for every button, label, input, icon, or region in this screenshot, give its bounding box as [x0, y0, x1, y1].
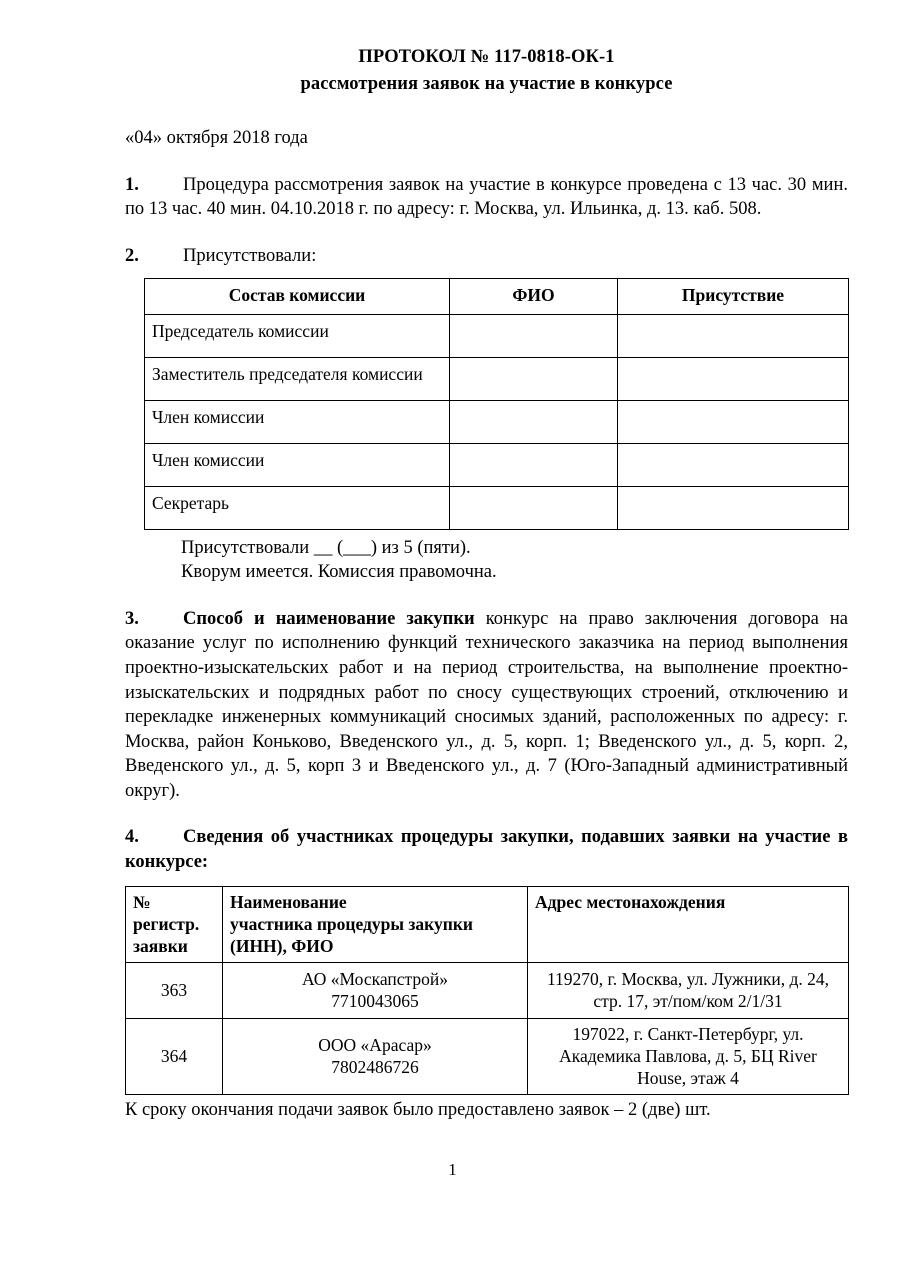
- participants-header-name-line-1: Наименование: [230, 891, 347, 912]
- participant-name-cell: [223, 962, 528, 1018]
- table-row: [126, 1018, 849, 1094]
- section-3-number: 3.: [125, 608, 139, 629]
- participants-table: [125, 886, 849, 1095]
- page-number: 1: [448, 1160, 457, 1179]
- commission-presence-cell[interactable]: [618, 401, 849, 444]
- applications-count-line: К сроку окончания подачи заявок было предоставлено заявок – 2 (две) шт.: [125, 1099, 711, 1120]
- table-row: [145, 444, 849, 487]
- commission-fio-cell[interactable]: [450, 315, 618, 358]
- quorum-attendance-line: Присутствовали __ (___) из 5 (пяти).: [181, 538, 471, 559]
- section-3: [125, 607, 848, 804]
- section-1: [125, 173, 848, 222]
- section-3-lead: Способ и наименование закупки: [183, 608, 475, 629]
- participant-inn: 7802486726: [331, 1057, 419, 1078]
- table-row: [145, 401, 849, 444]
- section-4: [125, 825, 848, 874]
- section-4-heading: Сведения об участниках процедуры закупки, подавших заявки на участие в конкурсе:: [125, 827, 848, 873]
- participant-reg-number: 364: [126, 1018, 223, 1094]
- commission-fio-cell[interactable]: [450, 487, 618, 530]
- document-date: «04» октября 2018 года: [125, 127, 308, 148]
- section-1-text: Процедура рассмотрения заявок на участие в конкурсе проведена с 13 час. 30 мин. по 13 час. 40 мин. 04.10.2018 г. по адресу: г. Москва, ул. Ильинка, д. 13. каб. 508.: [125, 174, 848, 220]
- participants-header-reg-line-2: регистр.: [133, 913, 200, 934]
- commission-fio-cell[interactable]: [450, 358, 618, 401]
- participants-table-header-row: [126, 886, 849, 962]
- table-row: [126, 962, 849, 1018]
- participants-header-name: [223, 886, 528, 962]
- commission-presence-cell[interactable]: [618, 315, 849, 358]
- title-line-subtitle: рассмотрения заявок на участие в конкурсе: [300, 73, 673, 94]
- document-title: [125, 44, 848, 98]
- participants-header-name-line-2: участника процедуры закупки: [230, 913, 474, 934]
- commission-role-cell: Член комиссии: [145, 444, 450, 487]
- commission-role-cell: Член комиссии: [145, 401, 450, 444]
- participants-header-address: Адрес местонахождения: [528, 886, 849, 962]
- table-row: [145, 315, 849, 358]
- commission-table: [144, 278, 849, 530]
- commission-header-presence: Присутствие: [618, 279, 849, 315]
- table-row: [145, 487, 849, 530]
- participants-header-reg-number: [126, 886, 223, 962]
- section-2-number: 2.: [125, 245, 139, 266]
- participant-address-cell: 119270, г. Москва, ул. Лужники, д. 24, стр. 17, эт/пом/ком 2/1/31: [528, 962, 849, 1018]
- section-2: [125, 244, 848, 269]
- quorum-validity-line: Кворум имеется. Комиссия правомочна.: [181, 562, 497, 583]
- participant-name: АО «Москапстрой»: [302, 969, 448, 990]
- commission-header-role: Состав комиссии: [145, 279, 450, 315]
- participant-reg-number: 363: [126, 962, 223, 1018]
- quorum-block: [181, 537, 848, 584]
- commission-fio-cell[interactable]: [450, 401, 618, 444]
- document-content: [125, 44, 848, 1122]
- participants-header-name-line-3: (ИНН), ФИО: [230, 935, 334, 956]
- section-1-number: 1.: [125, 174, 139, 195]
- commission-fio-cell[interactable]: [450, 444, 618, 487]
- commission-presence-cell[interactable]: [618, 358, 849, 401]
- participant-inn: 7710043065: [331, 991, 419, 1012]
- commission-table-header-row: [145, 279, 849, 315]
- commission-presence-cell[interactable]: [618, 487, 849, 530]
- commission-role-cell: Председатель комиссии: [145, 315, 450, 358]
- section-2-heading: Присутствовали:: [183, 245, 317, 266]
- participant-address-cell: 197022, г. Санкт-Петербург, ул. Академика Павлова, д. 5, БЦ River House, этаж 4: [528, 1018, 849, 1094]
- participant-name-cell: [223, 1018, 528, 1094]
- section-4-number: 4.: [125, 827, 139, 848]
- title-line-protocol-number: ПРОТОКОЛ № 117-0818-ОК-1: [358, 47, 615, 67]
- section-3-text: конкурс на право заключения договора на оказание услуг по исполнению функций технического заказчика на период выполнения проектно-изыскательских работ и на период строительства, на выполнение проектно-изыскательских и подрядных работ по сносу существующих строений, отключению и перекладке инженерных коммуникаций сносимых зданий, расположенных по адресу: г. Москва, район Коньково, Введенского ул., д. 5, корп. 1; Введенского ул., д. 5, корп. 2, Введенского ул., д. 5, корп 3 и Введенского ул., д. 7 (Юго-Западный административный округ).: [125, 608, 848, 801]
- commission-header-fio: ФИО: [450, 279, 618, 315]
- participants-header-reg-line-1: №: [133, 891, 151, 912]
- participants-header-reg-line-3: заявки: [133, 935, 188, 956]
- commission-role-cell: Заместитель председателя комиссии: [145, 358, 450, 401]
- participant-name: ООО «Арасар»: [318, 1035, 432, 1056]
- commission-role-cell: Секретарь: [145, 487, 450, 530]
- table-row: [145, 358, 849, 401]
- commission-presence-cell[interactable]: [618, 444, 849, 487]
